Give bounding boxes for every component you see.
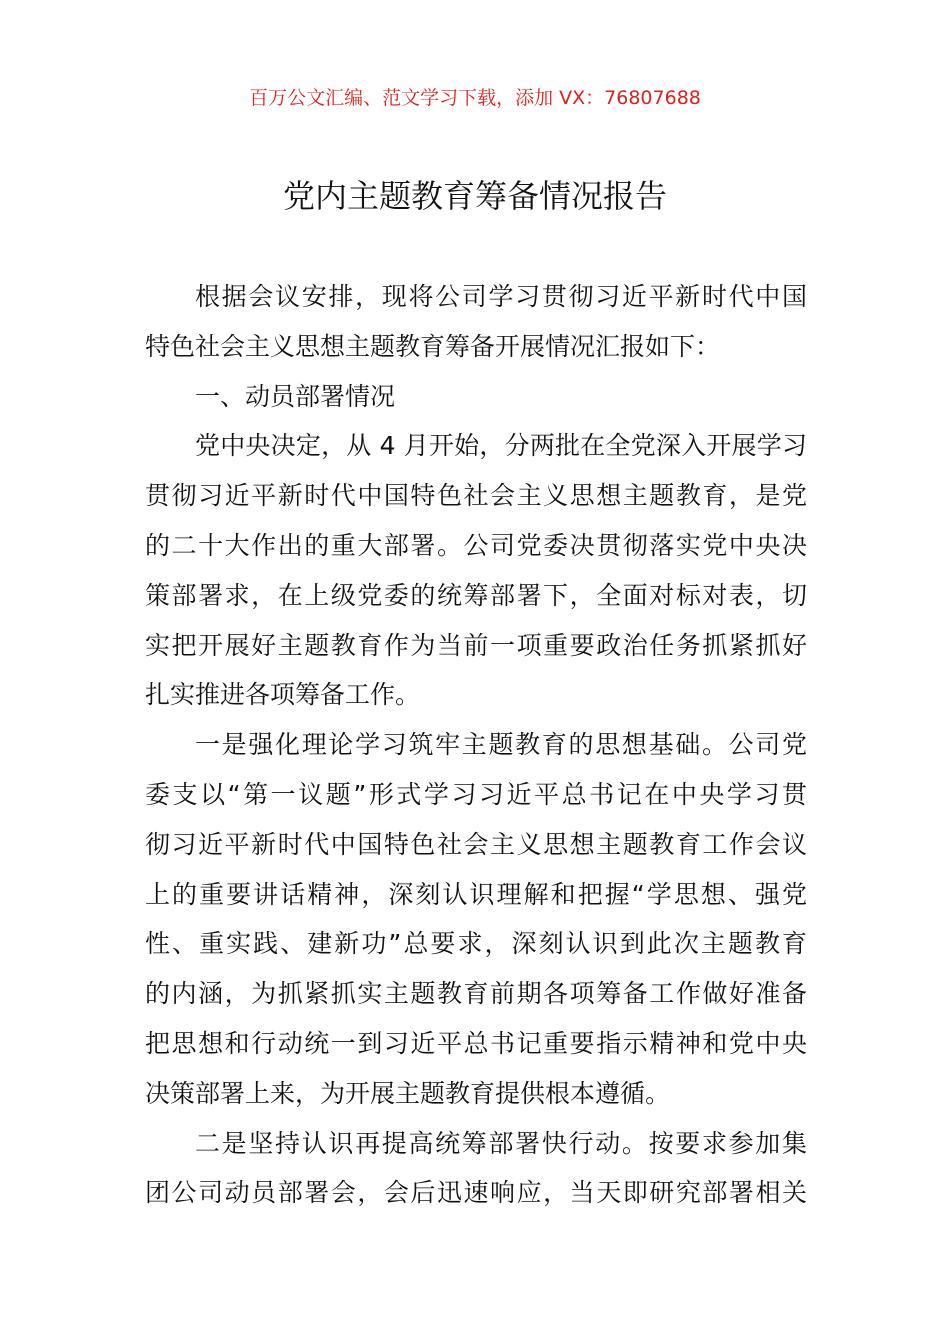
watermark-text: 百万公文汇编、范文学习下载，添加 VX：76807688 [249,87,701,109]
body-text-line: 策部署求，在上级党委的统筹部署下，全面对标对表，切 [145,580,807,610]
body-text-line: 性、重实践、建新功”总要求，深刻认识到此次主题教育 [145,929,807,959]
body-text-line: 实把开展好主题教育作为当前一项重要政治任务抓紧抓好 [145,630,807,660]
body-text-line: 的二十大作出的重大部署。公司党委决贯彻落实党中央决 [145,530,807,560]
body-text-line: 团公司动员部署会，会后迅速响应，当天即研究部署相关 [145,1178,807,1208]
body-text-line: 扎实推进各项筹备工作。 [145,680,421,710]
body-text-line: 决策部署上来，为开展主题教育提供根本遵循。 [145,1078,671,1108]
body-text-line: 贯彻习近平新时代中国特色社会主义思想主题教育，是党 [145,481,807,511]
body-text-line: 特色社会主义思想主题教育筹备开展情况汇报如下： [145,331,721,361]
body-text-line: 彻习近平新时代中国特色社会主义思想主题教育工作会议 [145,829,807,859]
body-text-line: 一是强化理论学习筑牢主题教育的思想基础。公司党 [195,730,807,760]
body-text-line: 的内涵，为抓紧抓实主题教育前期各项筹备工作做好准备 [145,979,807,1009]
body-text-line: 根据会议安排，现将公司学习贯彻习近平新时代中国 [195,282,807,311]
body-text-line: 把思想和行动统一到习近平总书记重要指示精神和党中央 [145,1028,807,1058]
body-text-line: 上的重要讲话精神，深刻认识理解和把握“学思想、强党 [145,879,807,909]
body-text-line: 一、动员部署情况 [195,381,396,411]
body-text-line: 党中央决定，从 4 月开始，分两批在全党深入开展学习 [195,431,807,461]
body-text-line: 二是坚持认识再提高统筹部署快行动。按要求参加集 [195,1128,807,1158]
body-text-line: 委支以“第一议题”形式学习习近平总书记在中央学习贯 [145,779,807,809]
document-title: 党内主题教育筹备情况报告 [282,177,667,215]
document-body [145,272,807,1218]
